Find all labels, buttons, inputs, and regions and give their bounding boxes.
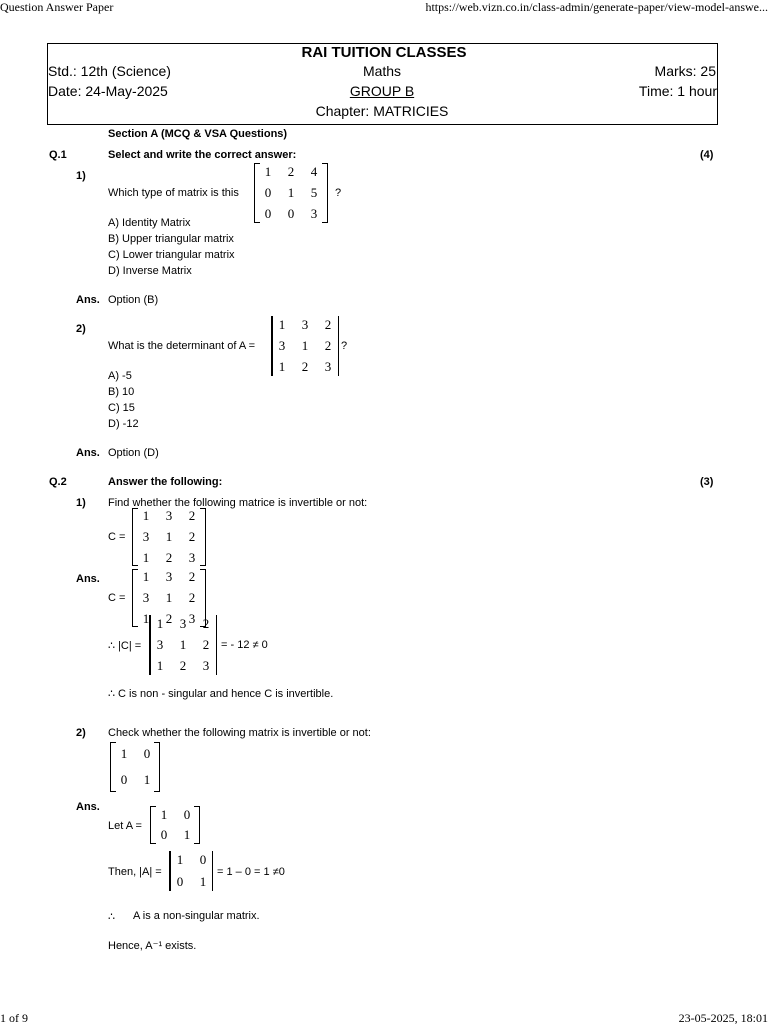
matrix-cell: 2 <box>202 616 210 631</box>
let-a-label: Let A = <box>108 820 142 832</box>
q1-sub1-qmark: ? <box>335 187 342 199</box>
matrix-cell: 1 <box>156 616 164 631</box>
matrix-cell: 1 <box>199 874 207 889</box>
answer-text: Option (B) <box>108 294 159 306</box>
matrix-cell: 3 <box>156 637 164 652</box>
matrix-cell: 1 <box>179 637 187 652</box>
matrix-cell: 1 <box>278 317 286 332</box>
matrix-cell: 0 <box>160 827 168 842</box>
determinant-bar <box>149 615 151 675</box>
q2-sub1-number: 1) <box>76 497 86 509</box>
date-label: Date: 24-May-2025 <box>48 83 168 99</box>
matrix-cell: 1 <box>183 827 191 842</box>
option-d: D) Inverse Matrix <box>108 265 192 277</box>
matrix-cell: 1 <box>120 746 128 761</box>
section-title: Section A (MCQ & VSA Questions) <box>108 128 288 140</box>
q2-sub2-number: 2) <box>76 727 86 739</box>
determinant-bar <box>216 615 218 675</box>
q2-sub1-text: Find whether the following matrice is invertible or not: <box>108 497 368 509</box>
matrix-cell: 2 <box>202 637 210 652</box>
matrix-cell: 2 <box>188 569 196 584</box>
browser-title: Question Answer Paper <box>0 0 114 14</box>
page-number: 1 of 9 <box>0 1011 28 1024</box>
matrix-cell: 3 <box>188 611 196 626</box>
det-c-label: ∴ |C| = <box>108 640 142 652</box>
matrix-cell: 5 <box>310 185 318 200</box>
then-a-result: = 1 – 0 = 1 ≠0 <box>217 866 285 878</box>
option-c: C) 15 <box>108 402 135 414</box>
matrix-cell: 2 <box>301 359 309 374</box>
matrix-cell: 1 <box>287 185 295 200</box>
matrix-cell: 2 <box>324 317 332 332</box>
answer-label: Ans. <box>76 294 100 306</box>
matrix-cell: 2 <box>287 164 295 179</box>
matrix-cell: 3 <box>310 206 318 221</box>
option-d: D) -12 <box>108 418 139 430</box>
matrix-cell: 2 <box>188 508 196 523</box>
matrix-cell: 1 <box>142 611 150 626</box>
matrix-cell: 1 <box>301 338 309 353</box>
ans-c-label: C = <box>108 592 126 604</box>
q2-marks: (3) <box>700 476 714 488</box>
matrix-cell: 1 <box>176 852 184 867</box>
option-c: C) Lower triangular matrix <box>108 249 235 261</box>
matrix-cell: 3 <box>165 569 173 584</box>
therefore-icon: ∴ <box>108 911 115 923</box>
matrix-cell: 1 <box>278 359 286 374</box>
c-label: C = <box>108 531 126 543</box>
right-bracket <box>322 163 328 223</box>
matrix-cell: 0 <box>120 772 128 787</box>
print-datetime: 23-05-2025, 18:01 <box>678 1011 768 1024</box>
matrix-cell: 1 <box>160 807 168 822</box>
matrix-cell: 1 <box>165 529 173 544</box>
q2-sub1-determinant <box>149 615 217 675</box>
then-a-label: Then, |A| = <box>108 866 162 878</box>
matrix-cell: 2 <box>165 611 173 626</box>
q2-sub1-matrix <box>132 508 206 566</box>
q1-number: Q.1 <box>49 149 67 161</box>
matrix-cell: 1 <box>156 658 164 673</box>
option-a: A) Identity Matrix <box>108 217 191 229</box>
matrix-cell: 3 <box>278 338 286 353</box>
q1-sub2-number: 2) <box>76 323 86 335</box>
q1-sub1-number: 1) <box>76 170 86 182</box>
matrix-cell: 3 <box>142 529 150 544</box>
marks-label: Marks: 25 <box>654 63 716 79</box>
matrix-cell: 3 <box>301 317 309 332</box>
non-singular-text: A is a non-singular matrix. <box>133 910 260 922</box>
matrix-cell: 1 <box>142 569 150 584</box>
matrix-cell: 0 <box>143 746 151 761</box>
answer-label: Ans. <box>76 573 100 585</box>
matrix-cell: 3 <box>179 616 187 631</box>
matrix-cell: 0 <box>264 206 272 221</box>
matrix-cell: 1 <box>142 550 150 565</box>
det-c-result: = - 12 ≠ 0 <box>221 639 268 651</box>
q1-sub1-text: Which type of matrix is this <box>108 187 239 199</box>
q1-sub2-text: What is the determinant of A = <box>108 340 256 352</box>
determinant-bar <box>212 851 214 891</box>
institute-name: RAI TUITION CLASSES <box>301 44 467 61</box>
matrix-cell: 2 <box>188 529 196 544</box>
q1-title: Select and write the correct answer: <box>108 149 297 161</box>
matrix-cell: 1 <box>165 590 173 605</box>
matrix-cell: 0 <box>176 874 184 889</box>
q1-sub2-determinant <box>271 316 339 376</box>
option-a: A) -5 <box>108 370 132 382</box>
matrix-cell: 2 <box>188 590 196 605</box>
inverse-exists-text: Hence, A⁻¹ exists. <box>108 940 197 952</box>
time-label: Time: 1 hour <box>638 83 717 99</box>
subject-label: Maths <box>362 63 402 79</box>
answer-text: Option (D) <box>108 447 159 459</box>
q2-sub2-determinant <box>169 851 213 891</box>
matrix-cell: 4 <box>310 164 318 179</box>
right-bracket <box>200 508 206 566</box>
matrix-cell: 0 <box>264 185 272 200</box>
determinant-bar <box>338 316 340 376</box>
std-label: Std.: 12th (Science) <box>48 63 171 79</box>
q2-number: Q.2 <box>49 476 67 488</box>
matrix-cell: 0 <box>183 807 191 822</box>
answer-label: Ans. <box>76 801 100 813</box>
determinant-bar <box>169 851 171 891</box>
matrix-cell: 3 <box>324 359 332 374</box>
browser-url: https://web.vizn.co.in/class-admin/generate-paper/view-model-answe... <box>425 0 768 14</box>
matrix-cell: 2 <box>165 550 173 565</box>
determinant-bar <box>271 316 273 376</box>
matrix-cell: 3 <box>142 590 150 605</box>
q2-sub2-text: Check whether the following matrix is invertible or not: <box>108 727 371 739</box>
q2-sub1-conclusion: ∴ C is non - singular and hence C is invertible. <box>108 688 334 700</box>
matrix-cell: 0 <box>199 852 207 867</box>
matrix-cell: 0 <box>287 206 295 221</box>
matrix-cell: 3 <box>188 550 196 565</box>
q1-marks: (4) <box>700 149 714 161</box>
chapter-label: Chapter: MATRICIES <box>315 103 449 119</box>
group-label: GROUP B <box>349 83 415 99</box>
q2-title: Answer the following: <box>108 476 223 488</box>
q2-sub2-matrix <box>110 742 160 792</box>
q1-sub2-qmark: ? <box>341 340 348 352</box>
matrix-cell: 1 <box>142 508 150 523</box>
matrix-cell: 1 <box>264 164 272 179</box>
matrix-cell: 2 <box>179 658 187 673</box>
q1-sub1-matrix <box>254 163 328 223</box>
matrix-cell: 3 <box>202 658 210 673</box>
matrix-cell: 3 <box>165 508 173 523</box>
option-b: B) Upper triangular matrix <box>108 233 234 245</box>
matrix-cell: 1 <box>143 772 151 787</box>
q2-sub2-answer-matrix <box>150 806 200 844</box>
matrix-cell: 2 <box>324 338 332 353</box>
answer-label: Ans. <box>76 447 100 459</box>
option-b: B) 10 <box>108 386 135 398</box>
